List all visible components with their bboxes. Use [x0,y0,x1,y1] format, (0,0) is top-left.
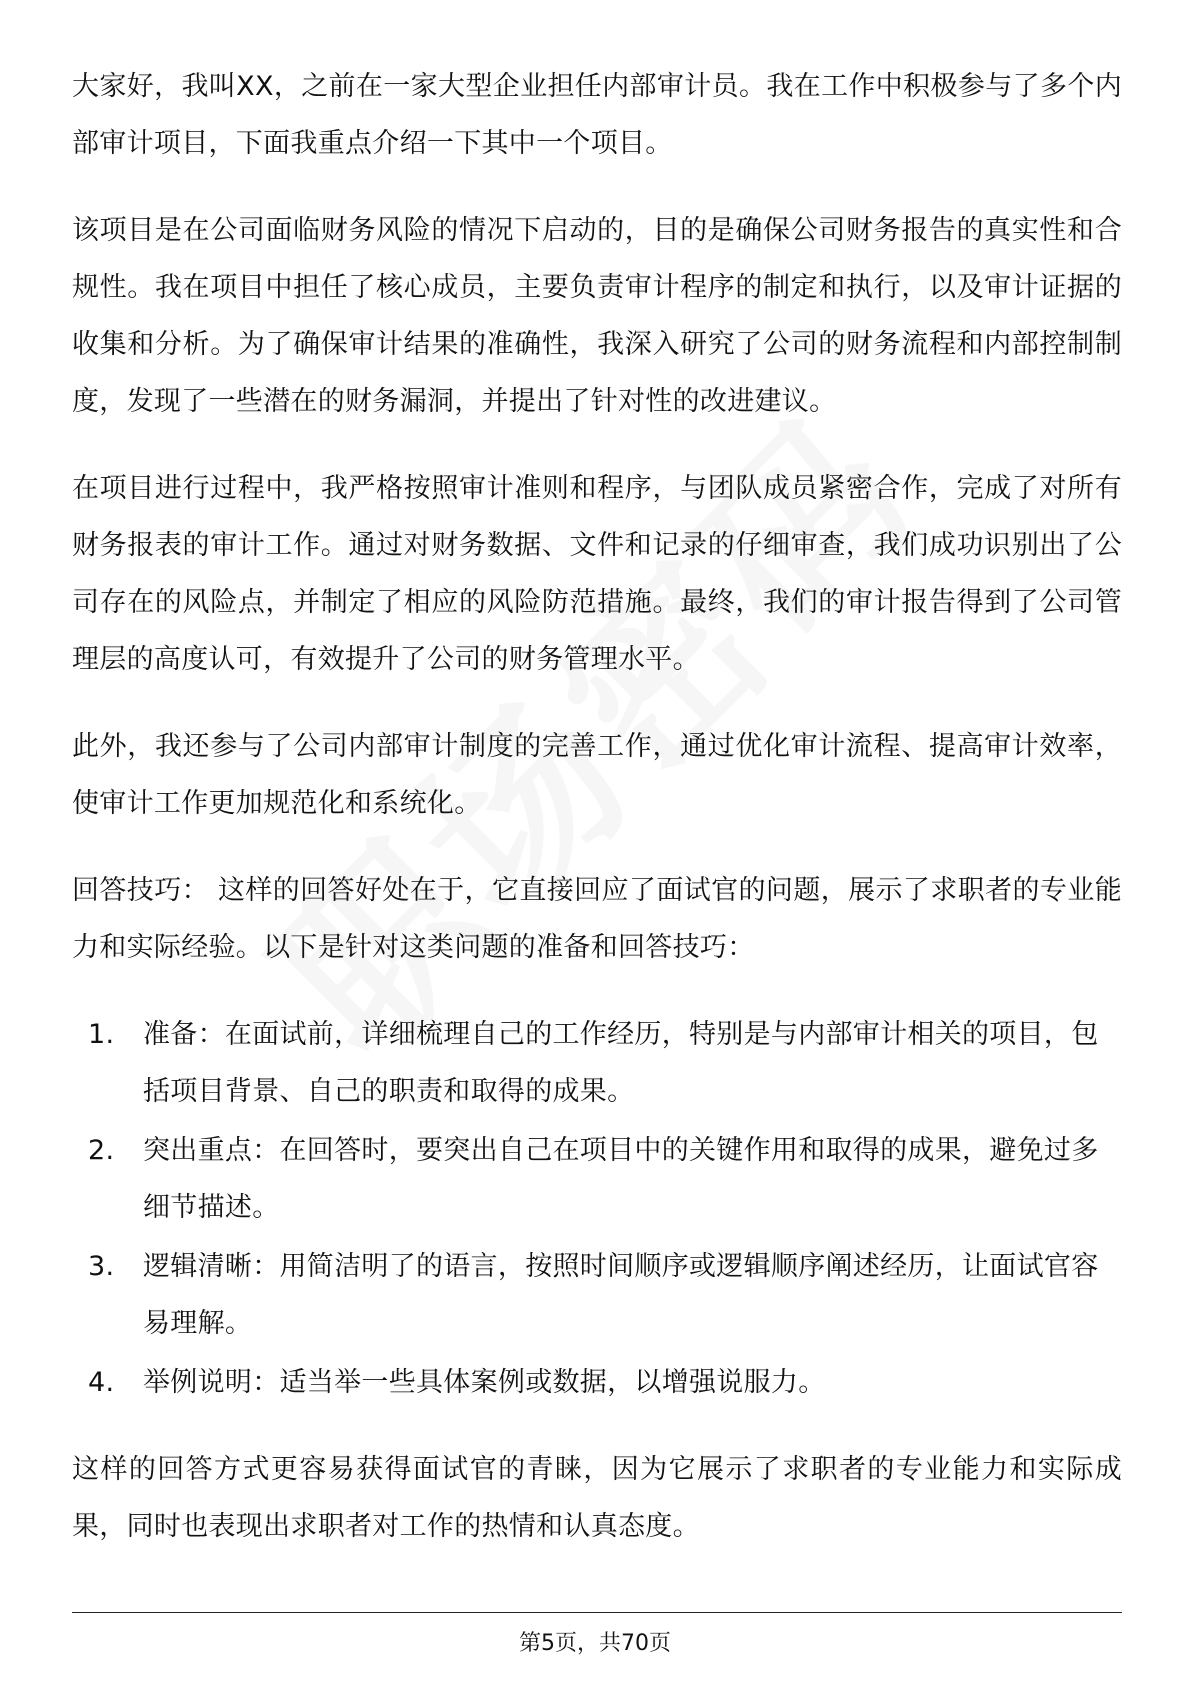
list-item [72,1006,1122,1120]
page-number: 第5页，共70页 [519,1631,671,1656]
paragraph-additional-work: 此外，我还参与了公司内部审计制度的完善工作，通过优化审计流程、提高审计效率，使审计工作更加规范化和系统化。 [72,731,1122,819]
paragraph-answer-tips: 回答技巧： 这样的回答好处在于，它直接回应了面试官的问题，展示了求职者的专业能力和实际经验。以下是针对这类问题的准备和回答技巧： [72,875,1122,963]
document-body [72,58,1122,1585]
list-item [72,1122,1122,1236]
paragraph-intro: 大家好，我叫XX，之前在一家大型企业担任内部审计员。我在工作中积极参与了多个内部审计项目，下面我重点介绍一下其中一个项目。 [72,71,1122,159]
tips-list [72,1006,1122,1411]
paragraph-project-background: 该项目是在公司面临财务风险的情况下启动的，目的是确保公司财务报告的真实性和合规性。我在项目中担任了核心成员，主要负责审计程序的制定和执行，以及审计证据的收集和分析。为了确保审计结果的准确性，我深入研究了公司的财务流程和内部控制制度，发现了一些潜在的财务漏洞，并提出了针对性的改进建议。 [72,215,1122,417]
list-number: 2. [88,1135,115,1166]
footer-divider [72,1612,1122,1613]
list-item [72,1354,1122,1411]
paragraph-project-process: 在项目进行过程中，我严格按照审计准则和程序，与团队成员紧密合作，完成了对所有财务报表的审计工作。通过对财务数据、文件和记录的仔细审查，我们成功识别出了公司存在的风险点，并制定了相应的风险防范措施。最终，我们的审计报告得到了公司管理层的高度认可，有效提升了公司的财务管理水平。 [72,473,1122,675]
list-item [72,1238,1122,1352]
list-text: 逻辑清晰：用简洁明了的语言，按照时间顺序或逻辑顺序阐述经历，让面试官容易理解。 [143,1251,1099,1339]
list-number: 4. [88,1367,115,1398]
list-number: 1. [88,1019,115,1050]
list-text: 举例说明：适当举一些具体案例或数据，以增强说服力。 [143,1367,826,1398]
list-number: 3. [88,1251,115,1282]
paragraph-closing: 这样的回答方式更容易获得面试官的青睐，因为它展示了求职者的专业能力和实际成果，同时也表现出求职者对工作的热情和认真态度。 [72,1454,1122,1542]
list-text: 突出重点：在回答时，要突出自己在项目中的关键作用和取得的成果，避免过多细节描述。 [143,1135,1099,1223]
list-text: 准备：在面试前，详细梳理自己的工作经历，特别是与内部审计相关的项目，包括项目背景、自己的职责和取得的成果。 [143,1019,1099,1107]
